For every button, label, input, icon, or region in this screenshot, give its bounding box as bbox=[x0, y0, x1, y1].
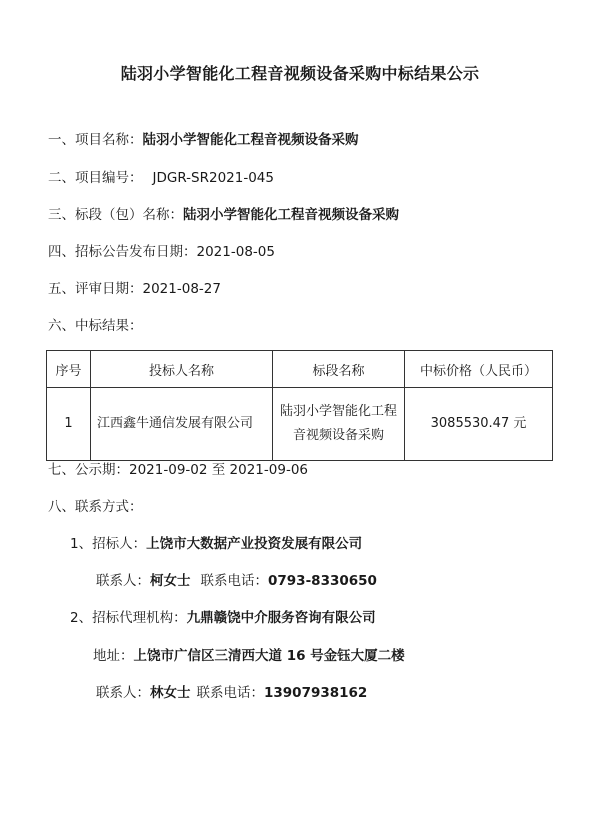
table-header: 投标人名称 bbox=[91, 351, 273, 388]
tenderer-contact-row bbox=[96, 572, 377, 590]
contact-label: 八、联系方式： bbox=[48, 499, 143, 515]
agency-person: 林女士 bbox=[150, 685, 191, 701]
agency-phone-label: 联系电话： bbox=[196, 685, 264, 701]
agency-person-label: 联系人： bbox=[96, 685, 150, 701]
project-name-label: 一、项目名称： bbox=[48, 132, 143, 148]
lot-name-value: 陆羽小学智能化工程音视频设备采购 bbox=[183, 207, 399, 223]
winning-price: 3085530.47 元 bbox=[405, 388, 553, 461]
agency-address: 上饶市广信区三清西大道 16 号金钰大厦二楼 bbox=[133, 648, 405, 664]
project-no-label: 二、项目编号： bbox=[48, 170, 143, 186]
result-label: 六、中标结果： bbox=[48, 318, 143, 334]
review-date-row bbox=[48, 280, 221, 298]
project-name-value: 陆羽小学智能化工程音视频设备采购 bbox=[142, 132, 359, 148]
result-table bbox=[46, 350, 553, 461]
table-header-row bbox=[47, 351, 553, 388]
tenderer-person-label: 联系人： bbox=[96, 573, 150, 589]
row-number: 1 bbox=[47, 388, 91, 461]
tenderer-person: 柯女士 bbox=[150, 573, 191, 589]
table-row bbox=[47, 388, 553, 461]
agency-name: 九鼎赣饶中介服务咨询有限公司 bbox=[186, 610, 376, 626]
project-no-value: JDGR-SR2021-045 bbox=[152, 170, 274, 186]
project-name-row bbox=[48, 131, 359, 149]
tenderer-label: 1、招标人： bbox=[70, 536, 147, 552]
table-header: 中标价格（人民币） bbox=[405, 351, 553, 388]
page-title: 陆羽小学智能化工程音视频设备采购中标结果公示 bbox=[120, 64, 480, 83]
agency-phone: 13907938162 bbox=[264, 685, 368, 701]
publicity-value: 2021-09-02 至 2021-09-06 bbox=[129, 462, 308, 478]
tenderer-row bbox=[70, 535, 362, 553]
table-header: 标段名称 bbox=[273, 351, 405, 388]
agency-address-row bbox=[93, 647, 405, 665]
review-date-value: 2021-08-27 bbox=[142, 281, 221, 297]
tenderer-name: 上饶市大数据产业投资发展有限公司 bbox=[146, 536, 363, 552]
contact-heading bbox=[48, 498, 143, 516]
announce-date-row bbox=[48, 243, 275, 261]
tenderer-phone-label: 联系电话： bbox=[200, 573, 268, 589]
agency-label: 2、招标代理机构： bbox=[70, 610, 187, 626]
lot-name-cell bbox=[273, 388, 405, 461]
lot-name-row bbox=[48, 206, 399, 224]
lot-name-label: 三、标段（包）名称： bbox=[48, 207, 183, 223]
table-header: 序号 bbox=[47, 351, 91, 388]
agency-row bbox=[70, 609, 376, 627]
announce-date-label: 四、招标公告发布日期： bbox=[48, 244, 197, 260]
project-no-row bbox=[48, 169, 274, 187]
tenderer-phone: 0793-8330650 bbox=[268, 573, 377, 589]
publicity-label: 七、公示期： bbox=[48, 462, 129, 478]
agency-contact-row bbox=[96, 684, 367, 702]
agency-address-label: 地址： bbox=[93, 648, 134, 664]
review-date-label: 五、评审日期： bbox=[48, 281, 143, 297]
lot-name-line1: 陆羽小学智能化工程 bbox=[279, 404, 397, 419]
announce-date-value: 2021-08-05 bbox=[196, 244, 275, 260]
bidder-name: 江西鑫牛通信发展有限公司 bbox=[91, 388, 273, 461]
lot-name-line2: 音视频设备采购 bbox=[292, 428, 384, 443]
result-heading bbox=[48, 317, 143, 335]
publicity-row bbox=[48, 461, 308, 479]
